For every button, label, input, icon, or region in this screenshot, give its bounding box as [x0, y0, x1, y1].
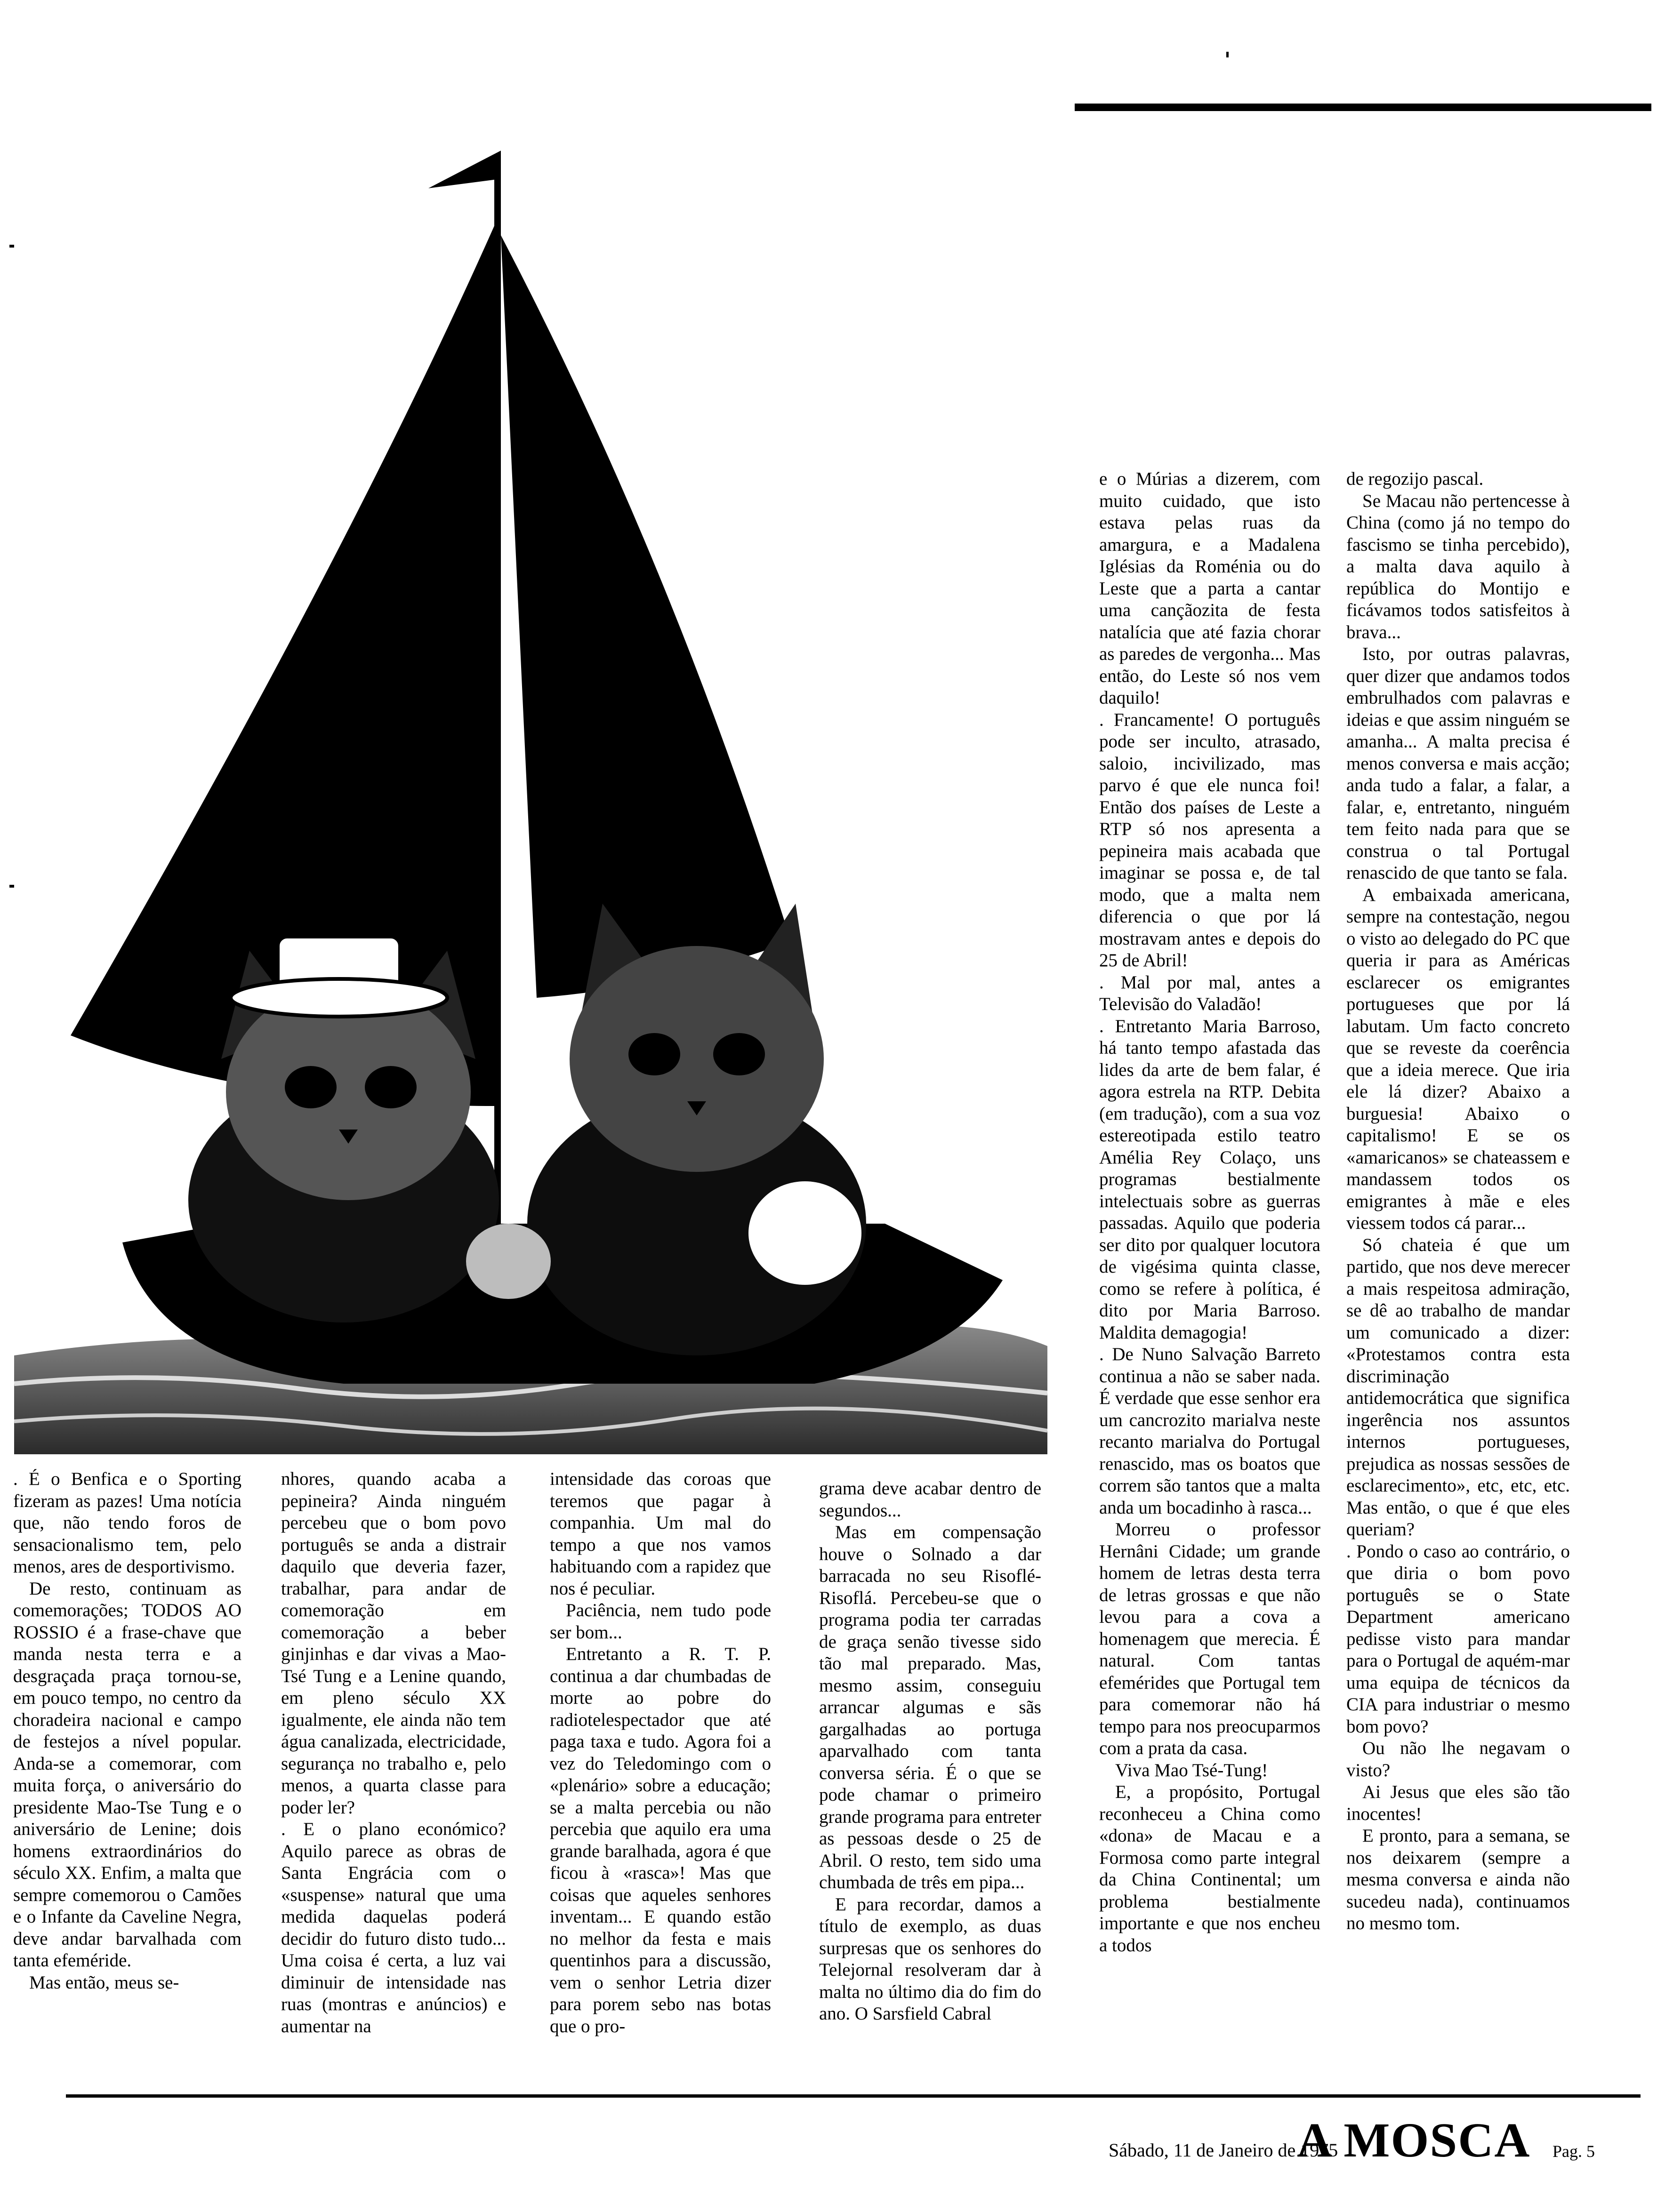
paragraph: Viva Mao Tsé-Tung!: [1115, 1760, 1268, 1780]
paragraph: Mas em compensação houve o Solnado a dar barracada no seu Risoflé-Risoflá. Percebeu-se que o programa podia ter carradas de graça senão tivesse sido tão mal preparado. Mas, mesmo assim, conseguiu arrancar algumas e sãs gargalhadas ao portuga aparvalhado com tanta conversa séria. É o que se pode chamar o primeiro grande programa para entreter as pessoas desde o 25 de Abril. O resto, tem sido uma chumbada de três em pipa...: [819, 1522, 1041, 1892]
paragraph: A embaixada americana, sempre na contestação, negou o visto ao delegado do PC que queria ir para as Américas esclarecer os emigrantes portugueses que por lá labutam. Um facto concreto que se reveste da coerência que a ideia merece. Que iria ele lá dizer? Abaixo a burguesia! Abaixo o capitalismo! E se os «amaricanos» se chateassem e mandassem todos os emigrantes à mãe e eles viessem todos cá parar...: [1346, 884, 1570, 1233]
article-column-4: [819, 1478, 1041, 2025]
paragraph: . É o Benfica e o Sporting fizeram as pazes! Uma notícia que, não tendo foros de sensacionalismo tem, pelo menos, ares de desportivismo.: [13, 1469, 241, 1577]
paragraph: . E o plano económico? Aquilo parece as obras de Santa Engrácia com o «suspense» natural que uma medida daquelas poderá decidir do futuro disto tudo... Uma coisa é certa, a luz vai diminuir de intensidade nas ruas (montras e anúncios) e aumentar na: [281, 1819, 506, 2036]
paragraph: E, a propósito, Portugal reconheceu a China como «dona» de Macau e a Formosa como parte integral da China Continental; um problema bestialmente importante e que nos encheu a todos: [1099, 1782, 1320, 1956]
paragraph: E para recordar, damos a título de exemplo, as duas surpresas que os senhores do Telejornal resolveram dar à malta no último dia do fim do ano. O Sarsfield Cabral: [819, 1894, 1041, 2024]
article-column-2: [281, 1468, 506, 2037]
paragraph: . De Nuno Salvação Barreto continua a não se saber nada. É verdade que esse senhor era um cancrozito marialva neste recanto marialva do Portugal renascido, mas os boatos que correm são tantos que a malta anda um bocadinho à rasca...: [1099, 1344, 1320, 1518]
kittens-sailboat-photo: [14, 141, 1047, 1454]
margin-mark: [1226, 52, 1229, 57]
article-column-6: [1346, 468, 1570, 1935]
paragraph: . Pondo o caso ao contrário, o que diria o bom povo português se o State Department americano pedisse visto para mandar para o Portugal de aquém-mar uma equipa de técnicos da CIA para industriar o mesmo bom povo?: [1346, 1541, 1570, 1737]
paragraph: Se Macau não pertencesse à China (como já no tempo do fascismo se tinha percebido), a malta dava aquilo à república do Montijo e ficávamos todos satisfeitos à brava...: [1346, 490, 1570, 642]
paragraph: De resto, continuam as comemorações; TODOS AO ROSSIO é a frase-chave que manda nesta terra e a desgraçada praça tornou-se, em pouco tempo, no centro da choradeira nacional e campo de festejos a nível popular. Anda-se a comemorar, com muita força, o aniversário do presidente Mao-Tse Tung e o aniversário de Lenine; dois homens extraordinários do século XX. Enfim, a malta que sempre comemorou o Camões e o Infante da Caveline Negra, deve andar barvalhada com tanta efeméride.: [13, 1578, 241, 1971]
paragraph: intensidade das coroas que teremos que pagar à companhia. Um mal do tempo a que nos vamos habituando com a rapidez que nos é peculiar.: [550, 1469, 771, 1599]
paragraph: Só chateia é que um partido, que nos deve merecer a mais respeitosa admiração, se dê ao trabalho de mandar um comunicado a dizer: «Protestamos contra esta discriminação antidemocrática que significa ingerência nos assuntos internos portugueses, prejudica as nossas sessões de esclarecimento», etc, etc, etc. Mas então, o que é que eles queriam?: [1346, 1234, 1570, 1539]
footer-rule: [66, 2094, 1641, 2098]
article-column-1: [13, 1468, 241, 1994]
paragraph: de regozijo pascal.: [1346, 469, 1484, 489]
article-column-3: [550, 1468, 771, 2037]
paragraph: Mas então, meus se-: [29, 1972, 179, 1993]
paragraph: . Francamente! O português pode ser inculto, atrasado, saloio, incivilizado, mas parvo é que ele nunca foi! Então dos países de Leste a RTP só nos apresenta a pepineira mais acabada que imaginar se possa e, de tal modo, que a malta nem diferencia o que por lá mostravam antes e depois do 25 de Abril!: [1099, 709, 1320, 970]
paragraph: Paciência, nem tudo pode ser bom...: [550, 1600, 771, 1643]
paragraph: . Mal por mal, antes a Televisão do Valadão!: [1099, 972, 1320, 1014]
newspaper-title: A MOSCA: [1297, 2113, 1531, 2167]
paragraph: grama deve acabar dentro de segundos...: [819, 1478, 1041, 1521]
top-rule: [1075, 104, 1651, 111]
paragraph: e o Múrias a dizerem, com muito cuidado, que isto estava pelas ruas da amargura, e a Madalena Iglésias da Roménia ou do Leste que a parta a cantar uma cançãozita de festa natalícia que até fazia chorar as paredes de vergonha... Mas então, do Leste só nos vem daquilo!: [1099, 469, 1320, 708]
paragraph: Ou não lhe negavam o visto?: [1346, 1738, 1570, 1780]
paragraph: nhores, quando acaba a pepineira? Ainda ninguém percebeu que o bom povo português se anda a distrair daquilo que deveria fazer, trabalhar, para andar de comemoração em comemoração a beber ginjinhas e dar vivas a Mao-Tsé Tung e a Lenine quando, em pleno século XX igualmente, ele ainda não tem água canalizada, electricidade, segurança no trabalho e, pelo menos, a quarta classe para poder ler?: [281, 1469, 506, 1818]
paragraph: Morreu o professor Hernâni Cidade; um grande homem de letras desta terra de letras grossas e que não levou para a cova a homenagem que merecia. É natural. Com tantas efemérides que Portugal tem para comemorar não há tempo para nos preocuparmos com a prata da casa.: [1099, 1519, 1320, 1758]
article-column-5: [1099, 468, 1320, 1956]
paragraph: . Entretanto Maria Barroso, há tanto tempo afastada das lides da arte de bem falar, é agora estrela na RTP. Debita (em tradução), com a sua voz estereotipada estilo teatro Amélia Rey Colaço, uns programas bestialmente intelectuais sobre as guerras passadas. Aquilo que poderia ser dito por qualquer locutora de vigésima quinta classe, como se refere à política, é dito por Maria Barroso. Maldita demagogia!: [1099, 1016, 1320, 1343]
paragraph: Isto, por outras palavras, quer dizer que andamos todos embrulhados com palavras e ideias e que assim ninguém se amanha... A malta precisa é menos conversa e mais acção; anda tudo a falar, a falar, a falar, e, entretanto, ninguém tem feito nada para que se construa o tal Portugal renascido de que tanto se fala.: [1346, 644, 1570, 883]
paragraph: Ai Jesus que eles são tão inocentes!: [1346, 1782, 1570, 1824]
footer-date: Sábado, 11 de Janeiro de 1975: [1109, 2140, 1338, 2161]
paragraph: Entretanto a R. T. P. continua a dar chumbadas de morte ao pobre do radiotelespectador que até paga taxa e tudo. Agora foi a vez do Teledomingo com o «plenário» sobre a educação; se a malta percebia ou não percebia que aquilo era uma grande baralhada, agora é que ficou à «rasca»! Mas que coisas que aqueles senhores inventam... E quando estão no melhor da festa e mais quentinhos para a discussão, vem o senhor Letria dizer para porem sebo nas botas que o pro-: [550, 1644, 771, 2036]
page-number: Pag. 5: [1552, 2142, 1595, 2161]
paragraph: E pronto, para a semana, se nos deixarem (sempre a mesma conversa e ainda não sucedeu nada), continuamos no mesmo tom.: [1346, 1826, 1570, 1933]
